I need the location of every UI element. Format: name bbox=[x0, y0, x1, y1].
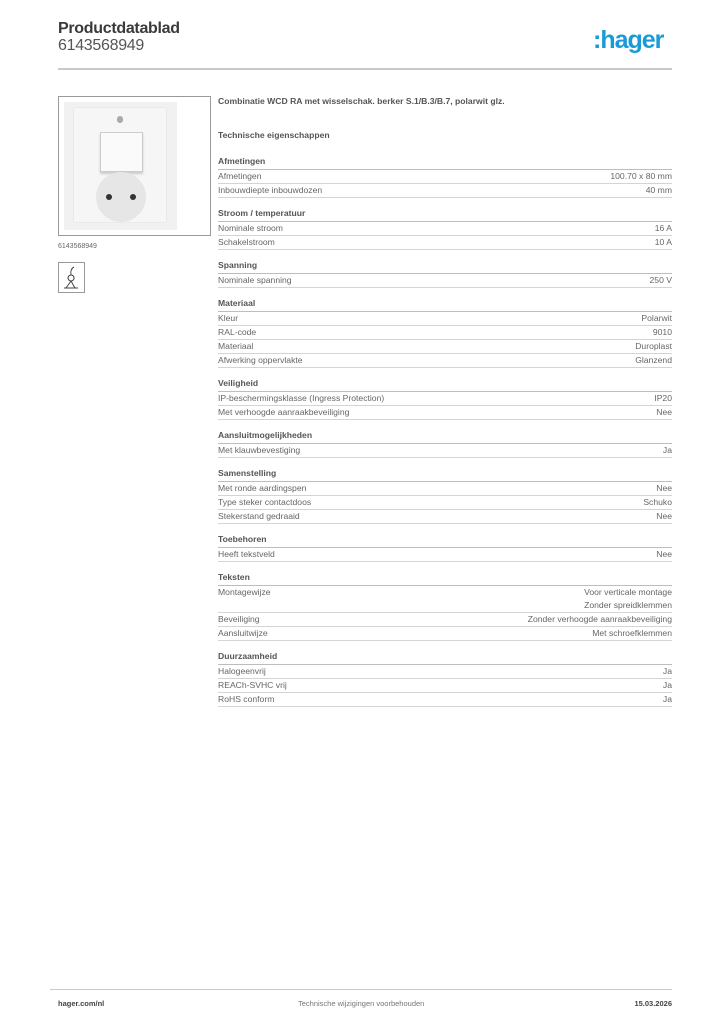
indicator-icon bbox=[117, 116, 123, 123]
spec-value: IP20 bbox=[654, 393, 672, 403]
spec-label: Stekerstand gedraaid bbox=[218, 511, 300, 521]
spec-label: Afwerking oppervlakte bbox=[218, 355, 303, 365]
spec-group bbox=[218, 207, 672, 250]
spec-value: Polarwit bbox=[641, 313, 672, 323]
spec-group-title: Toebehoren bbox=[218, 533, 672, 548]
spec-row bbox=[218, 354, 672, 368]
spec-row bbox=[218, 222, 672, 236]
spec-label: Afmetingen bbox=[218, 171, 262, 181]
spec-group bbox=[218, 467, 672, 524]
spec-group-title: Materiaal bbox=[218, 297, 672, 312]
spec-label: Halogeenvrij bbox=[218, 666, 266, 676]
spec-group bbox=[218, 377, 672, 420]
spec-row bbox=[218, 510, 672, 524]
spec-row bbox=[218, 340, 672, 354]
spec-value: 250 V bbox=[649, 275, 672, 285]
spec-label: Nominale spanning bbox=[218, 275, 292, 285]
spec-value: Nee bbox=[656, 549, 672, 559]
footer-divider bbox=[50, 989, 672, 990]
spec-row bbox=[218, 392, 672, 406]
spec-label: RAL-code bbox=[218, 327, 257, 337]
spec-value: 16 A bbox=[654, 223, 672, 233]
footer-date: 15.03.2026 bbox=[634, 999, 672, 1008]
spec-label: RoHS conform bbox=[218, 694, 275, 704]
plate-frame bbox=[74, 108, 166, 222]
spec-value: Nee bbox=[656, 407, 672, 417]
spec-value: Met schroefklemmen bbox=[592, 628, 672, 638]
installation-symbol-icon bbox=[58, 262, 85, 293]
spec-label: Nominale stroom bbox=[218, 223, 283, 233]
spec-row bbox=[218, 236, 672, 250]
spec-label: IP-beschermingsklasse (Ingress Protection) bbox=[218, 393, 385, 403]
spec-row bbox=[218, 444, 672, 458]
spec-value: Ja bbox=[662, 680, 672, 690]
spec-group-title: Stroom / temperatuur bbox=[218, 207, 672, 222]
spec-group bbox=[218, 533, 672, 562]
spec-label: Beveiliging bbox=[218, 614, 260, 624]
spec-row bbox=[218, 548, 672, 562]
spec-value: 9010 bbox=[652, 327, 672, 337]
spec-label: Met klauwbevestiging bbox=[218, 445, 301, 455]
spec-row bbox=[218, 679, 672, 693]
spec-group-title: Afmetingen bbox=[218, 155, 672, 170]
switch-rocker bbox=[100, 132, 143, 172]
spec-label: Montagewijze bbox=[218, 587, 271, 597]
spec-group bbox=[218, 297, 672, 368]
spec-row bbox=[218, 627, 672, 641]
spec-label: Met ronde aardingspen bbox=[218, 483, 307, 493]
spec-row bbox=[218, 496, 672, 510]
spec-label: Inbouwdiepte inbouwdozen bbox=[218, 185, 323, 195]
spec-row bbox=[218, 665, 672, 679]
spec-group bbox=[218, 155, 672, 198]
spec-label: Materiaal bbox=[218, 341, 254, 351]
spec-row bbox=[218, 170, 672, 184]
spec-value: Zonder verhoogde aanraakbeveiliging bbox=[527, 614, 672, 624]
section-title: Technische eigenschappen bbox=[218, 130, 330, 140]
product-image bbox=[58, 96, 211, 236]
spec-row bbox=[218, 326, 672, 340]
spec-label: Met verhoogde aanraakbeveiliging bbox=[218, 407, 350, 417]
spec-label: Type steker contactdoos bbox=[218, 497, 312, 507]
spec-row bbox=[218, 482, 672, 496]
spec-row bbox=[218, 406, 672, 420]
spec-value: 10 A bbox=[654, 237, 672, 247]
spec-value: Duroplast bbox=[635, 341, 672, 351]
spec-value: Schuko bbox=[643, 497, 672, 507]
product-number: 6143568949 bbox=[58, 37, 144, 54]
specification-table bbox=[218, 155, 672, 716]
spec-value: Nee bbox=[656, 483, 672, 493]
spec-group bbox=[218, 259, 672, 288]
spec-value: 100.70 x 80 mm bbox=[610, 171, 672, 181]
spec-group bbox=[218, 571, 672, 641]
spec-row bbox=[218, 586, 672, 613]
spec-row bbox=[218, 613, 672, 627]
spec-group bbox=[218, 429, 672, 458]
spec-value: Nee bbox=[656, 511, 672, 521]
spec-value: 40 mm bbox=[645, 185, 672, 195]
footer-notice: Technische wijzigingen voorbehouden bbox=[298, 999, 425, 1008]
image-code: 6143568949 bbox=[58, 243, 97, 250]
footer-website[interactable]: hager.com/nl bbox=[58, 999, 105, 1008]
spec-group-title: Spanning bbox=[218, 259, 672, 274]
spec-row bbox=[218, 184, 672, 198]
spec-group-title: Samenstelling bbox=[218, 467, 672, 482]
spec-label: Heeft tekstveld bbox=[218, 549, 275, 559]
hager-logo: :hager bbox=[593, 26, 664, 54]
switch-socket-plate bbox=[64, 102, 177, 230]
product-description: Combinatie WCD RA met wisselschak. berker S.1/B.3/B.7, polarwit glz. bbox=[218, 96, 505, 106]
spec-row bbox=[218, 693, 672, 707]
spec-row bbox=[218, 274, 672, 288]
spec-label: Kleur bbox=[218, 313, 239, 323]
header-divider bbox=[58, 68, 672, 70]
spec-group bbox=[218, 650, 672, 707]
page-title: Productdatablad bbox=[58, 20, 180, 37]
spec-row bbox=[218, 312, 672, 326]
spec-value: Ja bbox=[662, 666, 672, 676]
socket-pin bbox=[130, 194, 136, 200]
spec-value: Ja bbox=[662, 445, 672, 455]
spec-value: Glanzend bbox=[635, 355, 672, 365]
spec-label: REACh-SVHC vrij bbox=[218, 680, 287, 690]
spec-label: Aansluitwijze bbox=[218, 628, 268, 638]
spec-group-title: Teksten bbox=[218, 571, 672, 586]
spec-group-title: Veiligheid bbox=[218, 377, 672, 392]
socket-outlet bbox=[96, 172, 146, 222]
spec-value: Ja bbox=[662, 694, 672, 704]
spec-value: Voor verticale montage Zonder spreidklemmen bbox=[584, 587, 672, 610]
spec-group-title: Aansluitmogelijkheden bbox=[218, 429, 672, 444]
spec-group-title: Duurzaamheid bbox=[218, 650, 672, 665]
spec-label: Schakelstroom bbox=[218, 237, 275, 247]
socket-pin bbox=[106, 194, 112, 200]
